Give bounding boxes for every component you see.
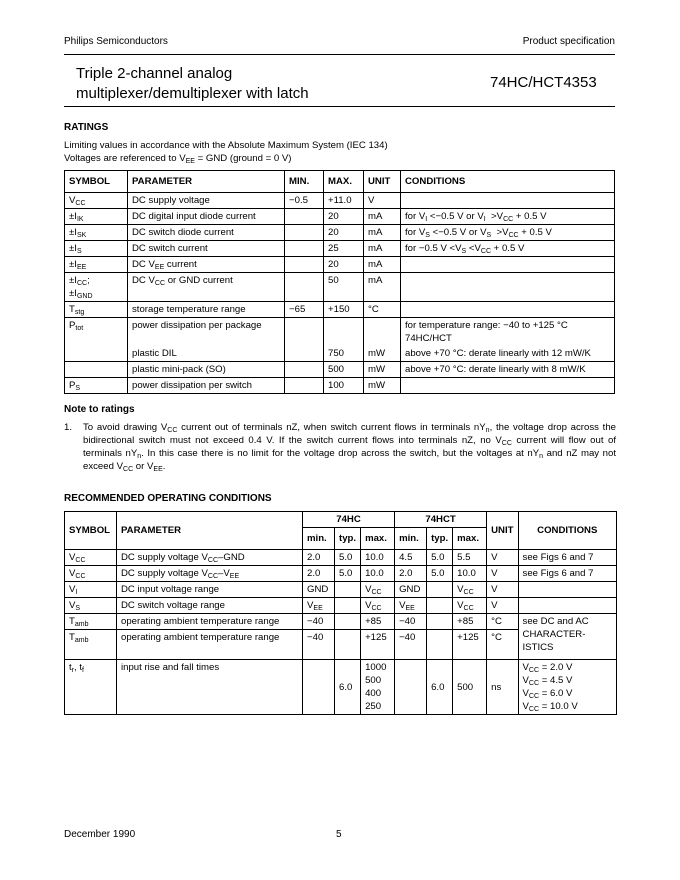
note-title: Note to ratings xyxy=(64,404,135,415)
note-text: To avoid drawing $V_{CC}$ current out of terminals nZ, when switch current flows in terminals $nY_n$, the voltage drop across the bidirectional switch must not exceed 0.4 V. If the switch current flows into terminals nZ, no $V_{CC}$ current will flow out of terminals $nY_n$. In this case there is no limit for the voltage drop across the switch, but the voltages at $nY_n$ and nZ may not exceed $V_{CC}$ or $V_{EE}$. xyxy=(83,422,617,473)
roc-col-symbol: SYMBOL xyxy=(65,512,117,550)
col-symbol: SYMBOL xyxy=(65,171,128,193)
table-row: $V_S$ DC switch voltage range $V_{EE}$ $V_{CC}$ $V_{EE}$ $V_{CC}$ V xyxy=(65,598,617,614)
table-row: $t_r$, $t_f$ input rise and fall times 6.0 1000 500 400 250 6.0 500 ns $V_{CC} = 2.0$ V $V_{CC} = 4.5$ V $V_{CC} = 6.0$ V $V_{CC} = 10.0$ V xyxy=(65,660,617,715)
table-row: plastic DIL 750 mW above +70 °C: derate linearly with 12 mW/K xyxy=(65,346,615,362)
footer-date: December 1990 xyxy=(64,829,136,840)
ratings-intro1: Limiting values in accordance with the Absolute Maximum System (IEC 134) xyxy=(64,140,388,151)
roc-col-unit: UNIT xyxy=(487,512,518,550)
page-number: 5 xyxy=(336,829,342,840)
ratings-title: RATINGS xyxy=(64,122,109,133)
col-min: MIN. xyxy=(285,171,324,193)
table-row: $P_S$ power dissipation per switch 100 mW xyxy=(65,378,615,394)
header-rule xyxy=(64,54,615,55)
table-row: $\pm I_S$ DC switch current 25 mA for −0.5 $V <V_S <V_{CC} + 0.5$ V xyxy=(65,241,615,257)
col-conditions: CONDITIONS xyxy=(401,171,615,193)
table-row: $V_{CC}$ DC supply voltage $V_{CC}-V_{EE}$ 2.0 5.0 10.0 2.0 5.0 10.0 V see Figs 6 and 7 xyxy=(65,566,617,582)
header-left: Philips Semiconductors xyxy=(64,36,168,47)
roc-col-74hc: 74HC xyxy=(303,512,395,528)
roc-table: SYMBOL PARAMETER 74HC 74HCT UNIT CONDITIONS min. typ. max. min. typ. max. $V_{CC}$ DC supply voltage $V_{CC}$–GND 2.0 5.0 10.0 4.5 5.0 5.5 V see Figs 6 and 7 $V_{CC}$ DC supply voltage $V_{CC}-V_{EE}$ 2.0 5.0 10.0 2.0 5.0 10.0 V see Figs 6 and 7 $V_I$ DC input voltage range GND $V_{CC}$ GND $V_{CC}$ V $V_S$ DC switch voltage range $V_{EE}$ $V_{CC}$ $V_{EE}$ $V_{CC}$ V $T_{amb}$ operating ambient temperature range −40 +85 −40 +85 °C see DC and AC CHARACTER-ISTICS $T_{amb}$ operating ambient temperature range −40 +125 −40 +125 °C $t_r$, $t_f$ input rise and fall times 6.0 1000 500 400 250 6.0 500 ns $V_{CC} = 2.0$ V $V_{CC} = 4.5$ V $V_{CC} = 6.0$ V $V_{CC} = 10.0$ V xyxy=(64,511,617,715)
table-row: $\pm I_{EE}$ DC $V_{EE}$ current 20 mA xyxy=(65,257,615,273)
table-row: $V_I$ DC input voltage range GND $V_{CC}$ GND $V_{CC}$ V xyxy=(65,582,617,598)
doc-title-line2: multiplexer/demultiplexer with latch xyxy=(76,85,309,102)
roc-col-74hct: 74HCT xyxy=(395,512,487,528)
header-right: Product specification xyxy=(522,36,615,47)
table-row: $T_{amb}$ operating ambient temperature range −40 +125 −40 +125 °C xyxy=(65,630,617,660)
doc-title-line1: Triple 2-channel analog xyxy=(76,65,233,82)
col-unit: UNIT xyxy=(364,171,401,193)
note-number: 1. xyxy=(64,422,73,433)
table-row: $V_{CC}$ DC supply voltage −0.5 +11.0 V xyxy=(65,193,615,209)
part-number: 74HC/HCT4353 xyxy=(490,74,597,91)
table-row: $T_{amb}$ operating ambient temperature range −40 +85 −40 +85 °C see DC and AC CHARACTER-ISTICS xyxy=(65,614,617,630)
table-row: $\pm I_{SK}$ DC switch diode current 20 mA for $V_S <-0.5$ V or $V_S >V_{CC} + 0.5$ V xyxy=(65,225,615,241)
roc-col-parameter: PARAMETER xyxy=(117,512,303,550)
table-row: $T_{stg}$ storage temperature range −65 +150 °C xyxy=(65,302,615,318)
col-max: MAX. xyxy=(324,171,364,193)
table-row: $\pm I_{CC}$; $\pm I_{GND}$ DC $V_{CC}$ or GND current 50 mA xyxy=(65,273,615,302)
title-rule xyxy=(64,106,615,107)
roc-title: RECOMMENDED OPERATING CONDITIONS xyxy=(64,493,272,504)
table-row: plastic mini-pack (SO) 500 mW above +70 °C: derate linearly with 8 mW/K xyxy=(65,362,615,378)
ratings-intro2: Voltages are referenced to $V_{EE}$ = GND (ground = 0 V) xyxy=(64,153,292,165)
table-row: $V_{CC}$ DC supply voltage $V_{CC}$–GND 2.0 5.0 10.0 4.5 5.0 5.5 V see Figs 6 and 7 xyxy=(65,550,617,566)
table-row: $\pm I_{IK}$ DC digital input diode current 20 mA for $V_I <-0.5$ V or $V_I >V_{CC} + 0.5$ V xyxy=(65,209,615,225)
table-row: $P_{tot}$ power dissipation per package for temperature range: −40 to +125 °C 74HC/HCT xyxy=(65,318,615,347)
ratings-table xyxy=(64,170,615,394)
roc-col-conditions: CONDITIONS xyxy=(518,512,616,550)
doc-title xyxy=(76,64,309,104)
col-parameter: PARAMETER xyxy=(128,171,285,193)
